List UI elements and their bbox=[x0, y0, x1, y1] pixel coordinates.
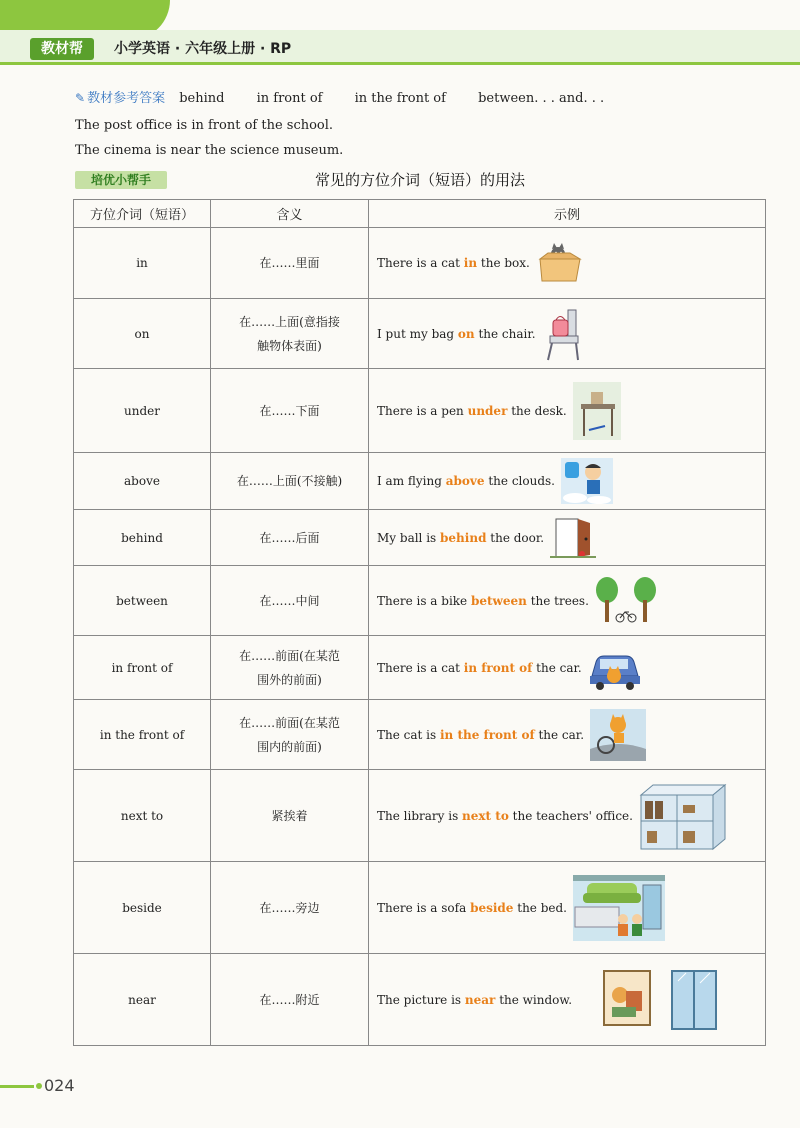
example-sentence: There is a cat in front of the car. bbox=[377, 660, 582, 675]
sofa-bed-icon bbox=[573, 875, 665, 941]
table-row bbox=[74, 510, 766, 566]
answer-sentence-2: The cinema is near the science museum. bbox=[75, 143, 344, 158]
bike-between-trees-icon bbox=[595, 576, 657, 626]
footer-rule bbox=[0, 1085, 34, 1088]
example-sentence: The cat is in the front of the car. bbox=[377, 727, 585, 742]
example-sentence: The library is next to the teachers' office. bbox=[377, 808, 633, 823]
example-cell bbox=[369, 636, 766, 700]
answer-label bbox=[75, 88, 165, 109]
example-cell bbox=[369, 862, 766, 954]
example-sentence: I am flying above the clouds. bbox=[377, 474, 555, 488]
bag-on-chair-icon bbox=[542, 306, 586, 362]
table-row bbox=[74, 700, 766, 770]
table-row bbox=[74, 369, 766, 453]
keyword: in the front of bbox=[439, 727, 535, 742]
meaning-text: 在……下面 bbox=[259, 403, 320, 418]
example-cell bbox=[369, 369, 766, 453]
meaning-cell bbox=[211, 700, 369, 770]
meaning-cell bbox=[211, 566, 369, 636]
pen-icon: ✎ bbox=[75, 91, 86, 105]
prep-cell: on bbox=[74, 299, 211, 369]
prep-cell: beside bbox=[74, 862, 211, 954]
prep-cell: between bbox=[74, 566, 211, 636]
example-sentence: There is a sofa beside the bed. bbox=[377, 900, 567, 915]
keyword: near bbox=[464, 992, 496, 1007]
meaning-cell bbox=[211, 453, 369, 510]
meaning-text: 在……附近 bbox=[259, 992, 320, 1007]
keyword: between bbox=[470, 593, 527, 608]
table-row bbox=[74, 566, 766, 636]
cat-in-box-icon bbox=[536, 243, 586, 283]
header-example: 示例 bbox=[369, 200, 766, 228]
meaning-cell bbox=[211, 770, 369, 862]
usage-table bbox=[73, 199, 766, 1046]
table-row bbox=[74, 770, 766, 862]
boy-flying-icon bbox=[561, 458, 613, 504]
meaning-text: 在……前面(在某范围外的前面) bbox=[239, 648, 340, 687]
example-sentence: There is a cat in the box. bbox=[377, 256, 530, 270]
example-cell bbox=[369, 566, 766, 636]
prep-cell: in front of bbox=[74, 636, 211, 700]
keyword: in front of bbox=[463, 660, 533, 675]
header-rule bbox=[0, 62, 800, 65]
pen-under-desk-icon bbox=[573, 382, 621, 440]
answer-word: in the front of bbox=[354, 91, 446, 106]
page-number: 024 bbox=[44, 1076, 75, 1095]
prep-cell: near bbox=[74, 954, 211, 1046]
meaning-cell bbox=[211, 228, 369, 299]
example-sentence: I put my bag on the chair. bbox=[377, 326, 536, 341]
meaning-text: 在……后面 bbox=[259, 530, 320, 545]
meaning-text: 在……上面(意指接触物体表面) bbox=[239, 314, 340, 353]
library-office-icon bbox=[639, 781, 727, 851]
brand-badge: 教材帮 bbox=[30, 38, 94, 60]
keyword: beside bbox=[470, 900, 514, 915]
footer-dot bbox=[36, 1083, 42, 1089]
table-row bbox=[74, 453, 766, 510]
example-sentence: There is a pen under the desk. bbox=[377, 403, 567, 418]
example-cell bbox=[369, 299, 766, 369]
example-sentence: The picture is near the window. bbox=[377, 992, 573, 1007]
example-cell bbox=[369, 954, 766, 1046]
keyword: behind bbox=[440, 530, 487, 545]
meaning-cell bbox=[211, 510, 369, 566]
meaning-cell bbox=[211, 299, 369, 369]
table-header-row bbox=[74, 200, 766, 228]
example-cell bbox=[369, 228, 766, 299]
keyword: on bbox=[457, 326, 475, 341]
keyword: in bbox=[463, 256, 478, 270]
meaning-text: 在……中间 bbox=[259, 593, 320, 608]
meaning-text: 在……里面 bbox=[259, 256, 320, 270]
example-sentence: My ball is behind the door. bbox=[377, 530, 545, 545]
meaning-text: 紧挨着 bbox=[271, 808, 308, 823]
prep-cell: above bbox=[74, 453, 211, 510]
example-sentence: There is a bike between the trees. bbox=[377, 593, 589, 608]
keyword: next to bbox=[462, 808, 509, 823]
answer-label-text: 教材参考答案 bbox=[87, 91, 166, 106]
table-row bbox=[74, 299, 766, 369]
example-cell bbox=[369, 510, 766, 566]
answer-word: behind bbox=[179, 91, 225, 106]
header-prep: 方位介词（短语） bbox=[74, 200, 211, 228]
prep-cell: in the front of bbox=[74, 700, 211, 770]
answer-row bbox=[75, 88, 632, 108]
tip-badge: 培优小帮手 bbox=[75, 171, 167, 189]
prep-cell: behind bbox=[74, 510, 211, 566]
meaning-text: 在……上面(不接触) bbox=[236, 474, 343, 488]
meaning-cell bbox=[211, 636, 369, 700]
prep-cell: next to bbox=[74, 770, 211, 862]
meaning-cell bbox=[211, 862, 369, 954]
prep-cell: under bbox=[74, 369, 211, 453]
answer-sentence-1: The post office is in front of the school. bbox=[75, 118, 334, 133]
meaning-cell bbox=[211, 954, 369, 1046]
table-title: 常见的方位介词（短语）的用法 bbox=[314, 171, 525, 189]
keyword: under bbox=[467, 403, 508, 418]
meaning-text: 在……旁边 bbox=[259, 900, 320, 915]
table-row bbox=[74, 228, 766, 299]
answer-word: in front of bbox=[256, 91, 323, 106]
cat-front-car-icon bbox=[588, 646, 640, 690]
table-row bbox=[74, 862, 766, 954]
ball-behind-door-icon bbox=[550, 515, 596, 561]
example-cell bbox=[369, 700, 766, 770]
answer-word: between. . . and. . . bbox=[478, 91, 605, 106]
picture-window-icon bbox=[602, 969, 718, 1031]
book-title: 小学英语 · 六年级上册 · RP bbox=[114, 41, 292, 57]
table-row bbox=[74, 636, 766, 700]
example-cell bbox=[369, 770, 766, 862]
keyword: above bbox=[445, 474, 485, 488]
prep-cell: in bbox=[74, 228, 211, 299]
example-cell bbox=[369, 453, 766, 510]
meaning-cell bbox=[211, 369, 369, 453]
header-meaning: 含义 bbox=[211, 200, 369, 228]
meaning-text: 在……前面(在某范围内的前面) bbox=[239, 715, 340, 754]
cat-inside-car-icon bbox=[590, 709, 646, 761]
table-row bbox=[74, 954, 766, 1046]
